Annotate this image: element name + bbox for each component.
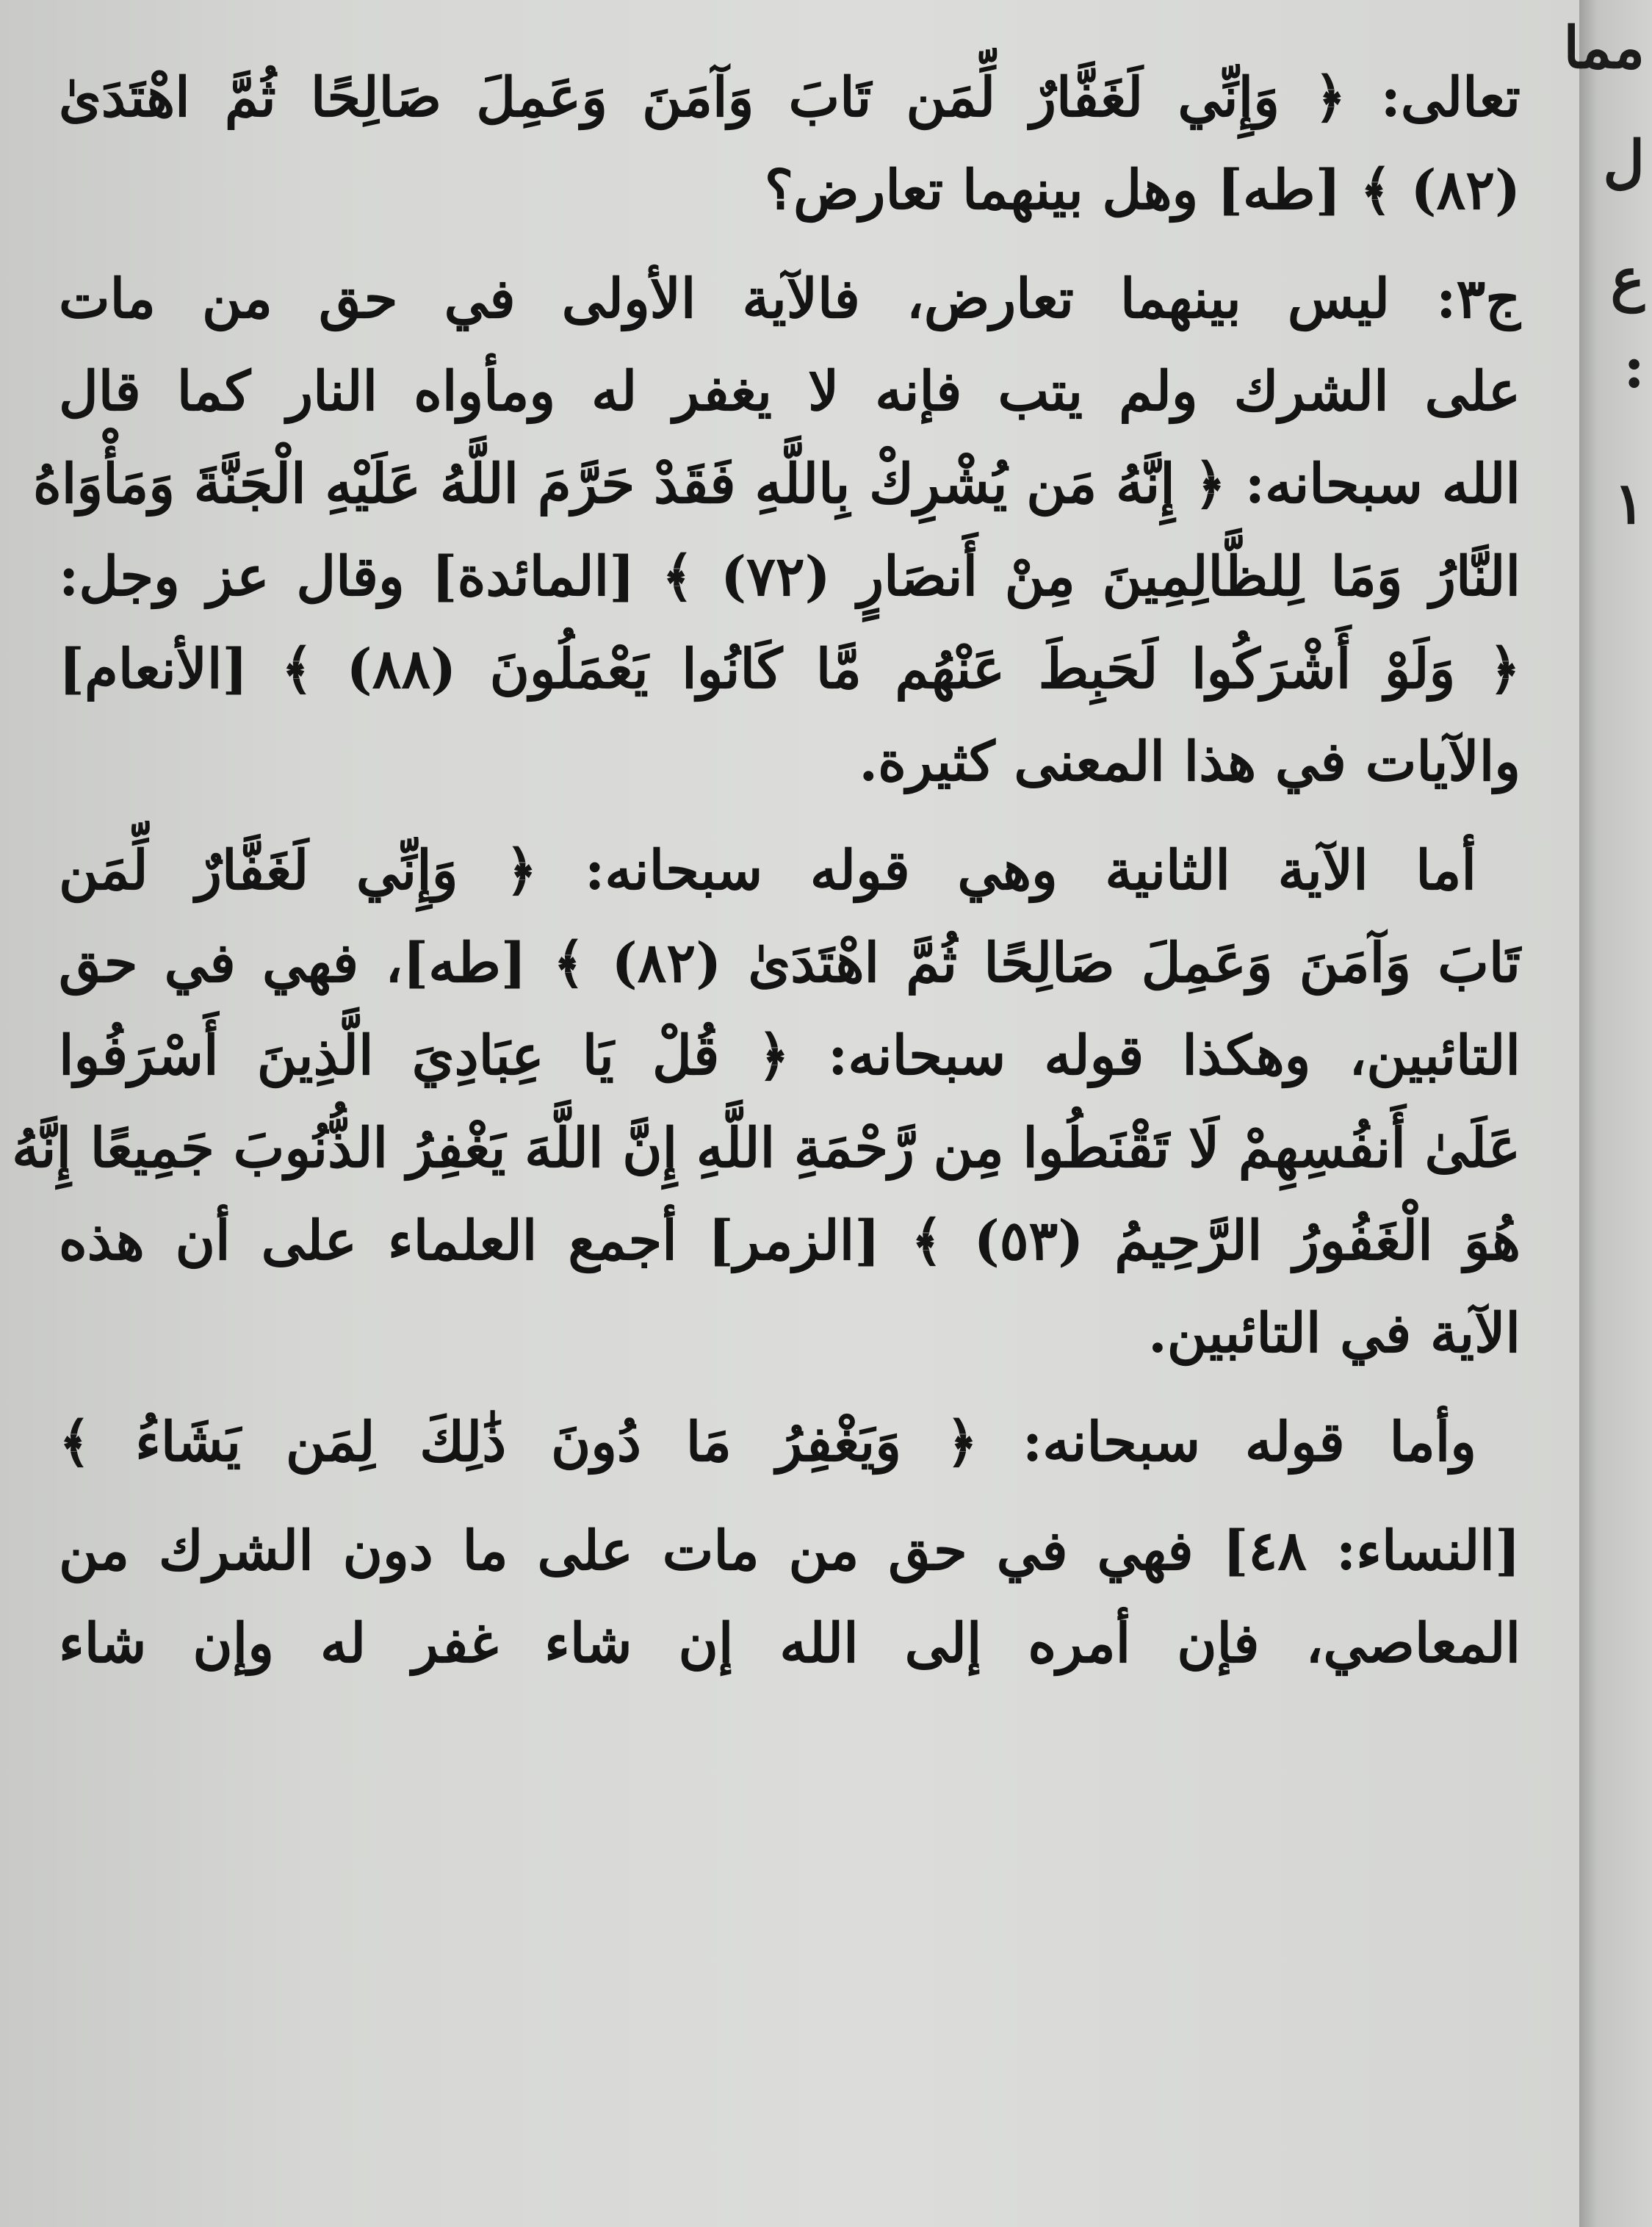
- text-line: تَابَ وَآمَنَ وَعَمِلَ صَالِحًا ثُمَّ اهْتَدَىٰ (٨٢) ﴾ [طه]، فهي في حق: [59, 932, 1521, 995]
- text-line: تعالى: ﴿ وَإِنِّي لَغَفَّارٌ لِّمَن تَابَ وَآمَنَ وَعَمِلَ صَالِحًا ثُمَّ اهْتَدَىٰ: [59, 66, 1521, 129]
- gutter-text-fragment: مما: [1563, 15, 1645, 82]
- text-line: الآية في التائبين.: [1148, 1302, 1521, 1365]
- gutter-text-fragment: :: [1623, 334, 1645, 401]
- paragraph-gap: [59, 808, 1521, 824]
- text-line: التائبين، وهكذا قوله سبحانه: ﴿ قُلْ يَا عِبَادِيَ الَّذِينَ أَسْرَفُوا: [59, 1024, 1521, 1087]
- paragraph-gap: [59, 1380, 1521, 1396]
- page-text: [12, 51, 1521, 1690]
- text-line: عَلَىٰ أَنفُسِهِمْ لَا تَقْنَطُوا مِن رَّحْمَةِ اللَّهِ إِنَّ اللَّهَ يَغْفِرُ الذُّنُوبَ جَمِيعًا إِنَّهُ: [12, 1117, 1521, 1180]
- text-line: الله سبحانه: ﴿ إِنَّهُ مَن يُشْرِكْ بِاللَّهِ فَقَدْ حَرَّمَ اللَّهُ عَلَيْهِ الْجَنَّةَ وَمَأْوَاهُ: [33, 453, 1521, 516]
- text-line: (٨٢) ﴾ [طه] وهل بينهما تعارض؟: [764, 159, 1521, 222]
- paragraph-gap: [59, 1489, 1521, 1505]
- gutter-text-fragment: ل: [1603, 129, 1645, 195]
- text-line: المعاصي، فإن أمره إلى الله إن شاء غفر له وإن شاء: [59, 1612, 1521, 1675]
- text-line: هُوَ الْغَفُورُ الرَّحِيمُ (٥٣) ﴾ [الزمر] أجمع العلماء على أن هذه: [59, 1209, 1521, 1273]
- text-line: والآيات في هذا المعنى كثيرة.: [859, 730, 1521, 794]
- text-line: ﴿ وَلَوْ أَشْرَكُوا لَحَبِطَ عَنْهُم مَّا كَانُوا يَعْمَلُونَ (٨٨) ﴾ [الأنعام]: [59, 638, 1521, 701]
- text-line: أما الآية الثانية وهي قوله سبحانه: ﴿ وَإِنِّي لَغَفَّارٌ لِّمَن: [59, 839, 1476, 902]
- text-line: النَّارُ وَمَا لِلظَّالِمِينَ مِنْ أَنصَارٍ (٧٢) ﴾ [المائدة] وقال عز وجل:: [59, 545, 1521, 608]
- text-line: وأما قوله سبحانه: ﴿ وَيَغْفِرُ مَا دُونَ ذَٰلِكَ لِمَن يَشَاءُ ﴾: [59, 1411, 1476, 1474]
- paragraph-gap: [59, 237, 1521, 253]
- text-line: على الشرك ولم يتب فإنه لا يغفر له ومأواه النار كما قال: [59, 360, 1521, 423]
- gutter-text-fragment: ع: [1610, 246, 1645, 313]
- adjacent-page-edge: [1563, 0, 1652, 2227]
- text-line: ج٣: ليس بينهما تعارض، فالآية الأولى في حق من مات: [59, 267, 1521, 331]
- gutter-text-fragment: ١: [1614, 470, 1645, 537]
- text-line: [النساء: ٤٨] فهي في حق من مات على ما دون الشرك من: [59, 1519, 1521, 1583]
